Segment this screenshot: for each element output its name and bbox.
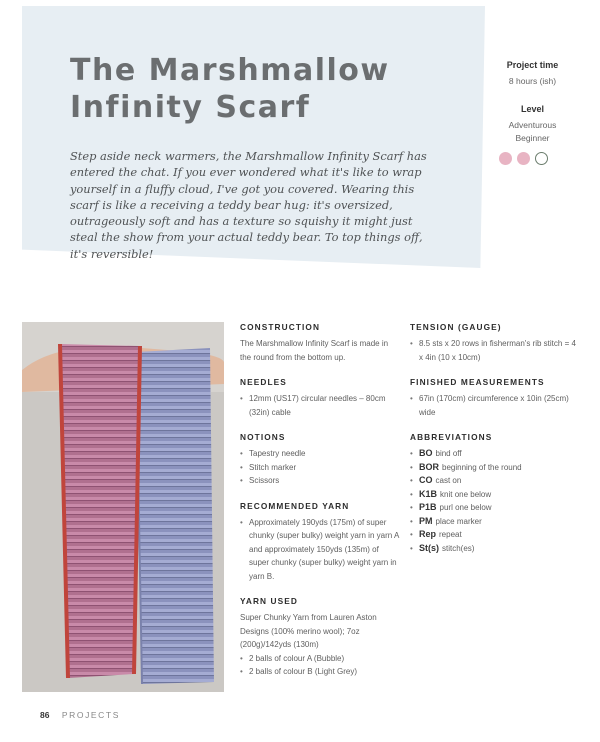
notions-list: [240, 447, 400, 488]
abbreviation-term: St(s): [419, 542, 439, 553]
abbreviation-term: P1B: [419, 502, 437, 512]
notions-section: [240, 432, 400, 488]
needles-heading: NEEDLES: [240, 377, 287, 387]
abbreviation-item: [410, 501, 580, 515]
abbreviation-item: [410, 474, 580, 488]
project-time-value: 8 hours (ish): [508, 76, 557, 86]
abbreviation-meaning: beginning of the round: [442, 462, 522, 472]
project-time-label: Project time: [506, 60, 559, 70]
finished-measurements-heading: FINISHED MEASUREMENTS: [410, 377, 545, 387]
yarn-used-text: Super Chunky Yarn from Lauren Aston Designs (100% merino wool); 7oz (200g)/142yds (130m): [240, 613, 377, 649]
notions-heading: NOTIONS: [240, 432, 286, 442]
level-rating: [499, 152, 548, 165]
abbreviation-item: [410, 528, 580, 542]
tension-heading: TENSION (GAUGE): [410, 322, 502, 332]
page-footer: [40, 710, 120, 720]
abbreviations-heading: ABBREVIATIONS: [410, 432, 493, 442]
list-item: • 8.5 sts x 20 rows in fisherman's rib stitch = 4 x 4in (10 x 10cm): [410, 337, 580, 364]
abbreviation-meaning: stitch(es): [442, 543, 475, 553]
finished-measurements-section: [410, 377, 580, 419]
list-item: • 67in (170cm) circumference x 10in (25cm) wide: [410, 392, 580, 419]
list-item: • Approximately 190yds (175m) of super chunky (super bulky) weight yarn in yarn A and approximately 150yds (135m) of super chunky (super bulky) weight yarn in yarn B.: [240, 516, 400, 584]
list-item: • Tapestry needle: [240, 447, 400, 461]
abbreviations-list: [410, 447, 580, 555]
scarf-photo: [22, 322, 224, 692]
level-label: Level: [520, 104, 544, 114]
level-dot-empty: [535, 152, 548, 165]
finished-measurements-list: [410, 392, 580, 419]
abbreviation-term: BO: [419, 448, 433, 458]
level-dot-filled: [517, 152, 530, 165]
scarf-illustration: [22, 322, 224, 692]
right-info-column: [410, 322, 580, 568]
needles-section: [240, 377, 400, 419]
left-info-column: [240, 322, 400, 692]
abbreviation-term: K1B: [419, 488, 438, 499]
level-dot-filled: [499, 152, 512, 165]
yarn-used-list: [240, 652, 400, 679]
tension-section: [410, 322, 580, 364]
tension-list: [410, 337, 580, 364]
construction-heading: CONSTRUCTION: [240, 322, 321, 332]
section-name: PROJECTS: [61, 710, 120, 720]
abbreviation-term: CO: [419, 475, 433, 485]
abbreviation-item: [410, 488, 580, 502]
construction-section: [240, 322, 400, 364]
list-item: • 2 balls of colour B (Light Grey): [240, 665, 400, 679]
level-block: [495, 104, 570, 145]
abbreviation-meaning: place marker: [435, 516, 482, 526]
page-number: 86: [40, 710, 50, 720]
abbreviation-meaning: cast on: [435, 476, 462, 485]
level-value: Adventurous Beginner: [508, 120, 557, 143]
abbreviation-term: PM: [419, 515, 433, 526]
yarn-used-heading: YARN USED: [240, 596, 299, 606]
intro-paragraph: Step aside neck warmers, the Marshmallow Infinity Scarf has entered the chat. If you ever wondered what it's like to wrap yourself in a fluffy cloud, I've got you covered. Wearing this scarf is like a receiving a teddy bear hug: it's oversized, outrageously soft and has a texture so squishy it might just steal the show from your actual teddy bear. To top things off, it's reversible!: [70, 149, 427, 261]
abbreviation-meaning: bind off: [435, 449, 462, 458]
abbreviation-item: [410, 461, 580, 475]
abbreviation-item: [410, 542, 580, 556]
abbreviations-section: [410, 432, 580, 555]
abbreviation-meaning: repeat: [439, 530, 462, 539]
list-item: • 2 balls of colour A (Bubble): [240, 652, 400, 666]
abbreviation-term: BOR: [419, 461, 439, 472]
project-time-block: [495, 60, 570, 88]
abbreviation-meaning: knit one below: [440, 489, 492, 499]
needles-list: [240, 392, 400, 419]
list-item: • 12mm (US17) circular needles – 80cm (32in) cable: [240, 392, 400, 419]
page-title: The Marshmallow Infinity Scarf: [70, 53, 390, 125]
abbreviation-meaning: purl one below: [439, 503, 492, 512]
yarn-used-section: [240, 596, 400, 679]
abbreviation-item: [410, 447, 580, 461]
list-item: • Scissors: [240, 474, 400, 488]
list-item: • Stitch marker: [240, 461, 400, 475]
abbreviation-term: Rep: [419, 529, 437, 539]
recommended-yarn-heading: RECOMMENDED YARN: [240, 500, 350, 511]
construction-text: The Marshmallow Infinity Scarf is made in the round from the bottom up.: [240, 339, 389, 362]
abbreviation-item: [410, 515, 580, 529]
recommended-yarn-section: [240, 501, 400, 584]
recommended-yarn-list: [240, 516, 400, 584]
